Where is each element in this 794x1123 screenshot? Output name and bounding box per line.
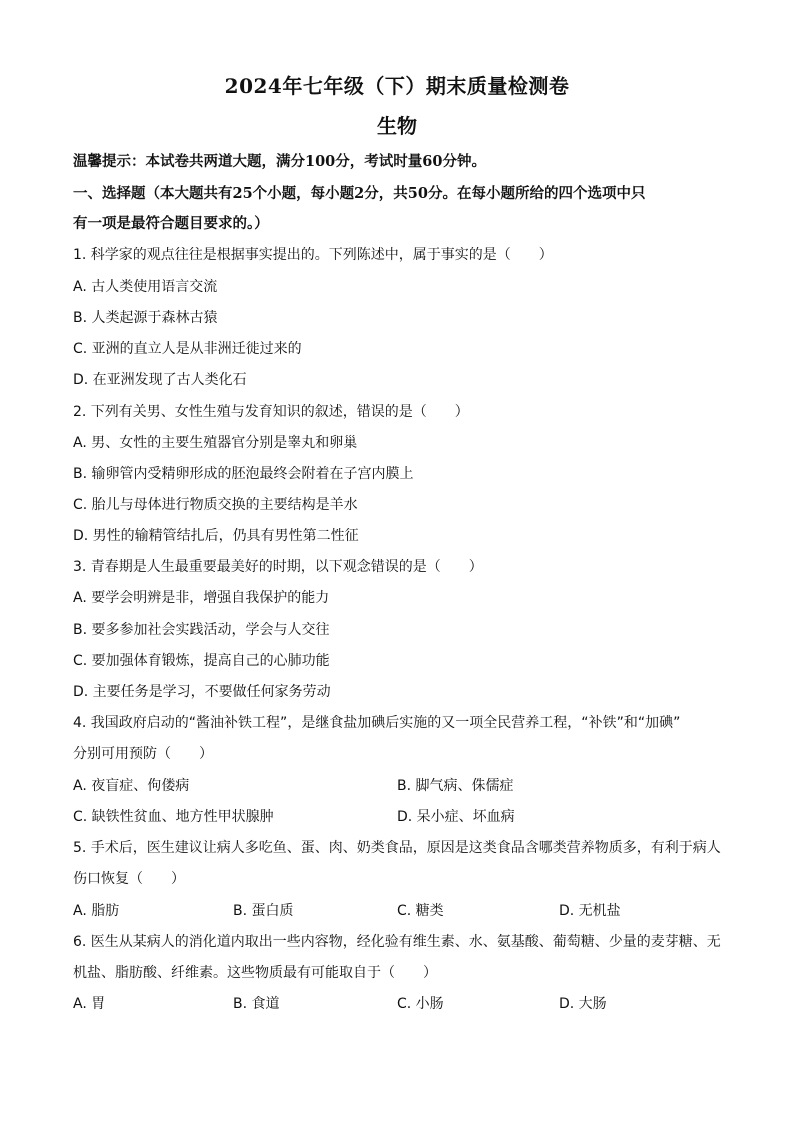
exam-notice: 温馨提示：本试卷共两道大题，满分100分，考试时量60分钟。 [73, 153, 486, 170]
question-6-option-d: D. 大肠 [559, 996, 607, 1012]
question-5-stem-cont: 伤口恢复（ ） [73, 871, 185, 887]
question-1-option-b: B. 人类起源于森林古猿 [73, 310, 218, 326]
question-5-option-c: C. 糖类 [397, 903, 444, 919]
question-5-option-d: D. 无机盐 [559, 903, 621, 919]
question-6-stem-cont: 机盐、脂肪酸、纤维素。这些物质最有可能取自于（ ） [73, 965, 437, 981]
question-3-stem: 3. 青春期是人生最重要最美好的时期，以下观念错误的是（ ） [73, 559, 483, 575]
question-3-option-d: D. 主要任务是学习，不要做任何家务劳动 [73, 684, 331, 700]
section-heading-line2: 有一项是最符合题目要求的。） [73, 215, 269, 232]
question-4-stem-cont: 分别可用预防（ ） [73, 746, 213, 762]
page-title: 2024年七年级（下）期末质量检测卷 [224, 74, 570, 98]
question-1-option-d: D. 在亚洲发现了古人类化石 [73, 372, 247, 388]
question-4-option-c: C. 缺铁性贫血、地方性甲状腺肿 [73, 809, 274, 825]
question-2-option-c: C. 胎儿与母体进行物质交换的主要结构是羊水 [73, 497, 358, 513]
subject-title: 生物 [377, 114, 417, 138]
question-2-option-d: D. 男性的输精管结扎后，仍具有男性第二性征 [73, 528, 359, 544]
question-6-option-b: B. 食道 [233, 996, 280, 1012]
section-heading-line1: 一、选择题（本大题共有25个小题，每小题2分，共50分。在每小题所给的四个选项中只 [73, 185, 646, 202]
question-2-option-b: B. 输卵管内受精卵形成的胚泡最终会附着在子宫内膜上 [73, 466, 414, 482]
question-4-option-a: A. 夜盲症、佝偻病 [73, 778, 190, 794]
question-5-option-b: B. 蛋白质 [233, 903, 294, 919]
question-6-stem: 6. 医生从某病人的消化道内取出一些内容物，经化验有维生素、水、氨基酸、葡萄糖、少量的麦芽糖、无 [73, 934, 721, 950]
question-1-option-c: C. 亚洲的直立人是从非洲迁徙过来的 [73, 341, 302, 357]
question-3-option-b: B. 要多参加社会实践活动，学会与人交往 [73, 622, 330, 638]
question-6-option-a: A. 胃 [73, 996, 106, 1012]
question-4-option-d: D. 呆小症、坏血病 [397, 809, 515, 825]
question-1-stem: 1. 科学家的观点往往是根据事实提出的。下列陈述中，属于事实的是（ ） [73, 247, 553, 263]
question-1-option-a: A. 古人类使用语言交流 [73, 279, 218, 295]
question-3-option-a: A. 要学会明辨是非，增强自我保护的能力 [73, 590, 330, 606]
question-2-stem: 2. 下列有关男、女性生殖与发育知识的叙述，错误的是（ ） [73, 404, 469, 420]
question-2-option-a: A. 男、女性的主要生殖器官分别是睾丸和卵巢 [73, 435, 358, 451]
question-3-option-c: C. 要加强体育锻炼，提高自己的心肺功能 [73, 653, 330, 669]
question-5-stem: 5. 手术后，医生建议让病人多吃鱼、蛋、肉、奶类食品，原因是这类食品含哪类营养物质多，有利于病人 [73, 840, 721, 856]
question-4-stem: 4. 我国政府启动的“酱油补铁工程”，是继食盐加碘后实施的又一项全民营养工程，“补铁”和“加碘” [73, 715, 681, 731]
question-5-option-a: A. 脂肪 [73, 903, 120, 919]
question-4-option-b: B. 脚气病、侏儒症 [397, 778, 514, 794]
question-6-option-c: C. 小肠 [397, 996, 444, 1012]
